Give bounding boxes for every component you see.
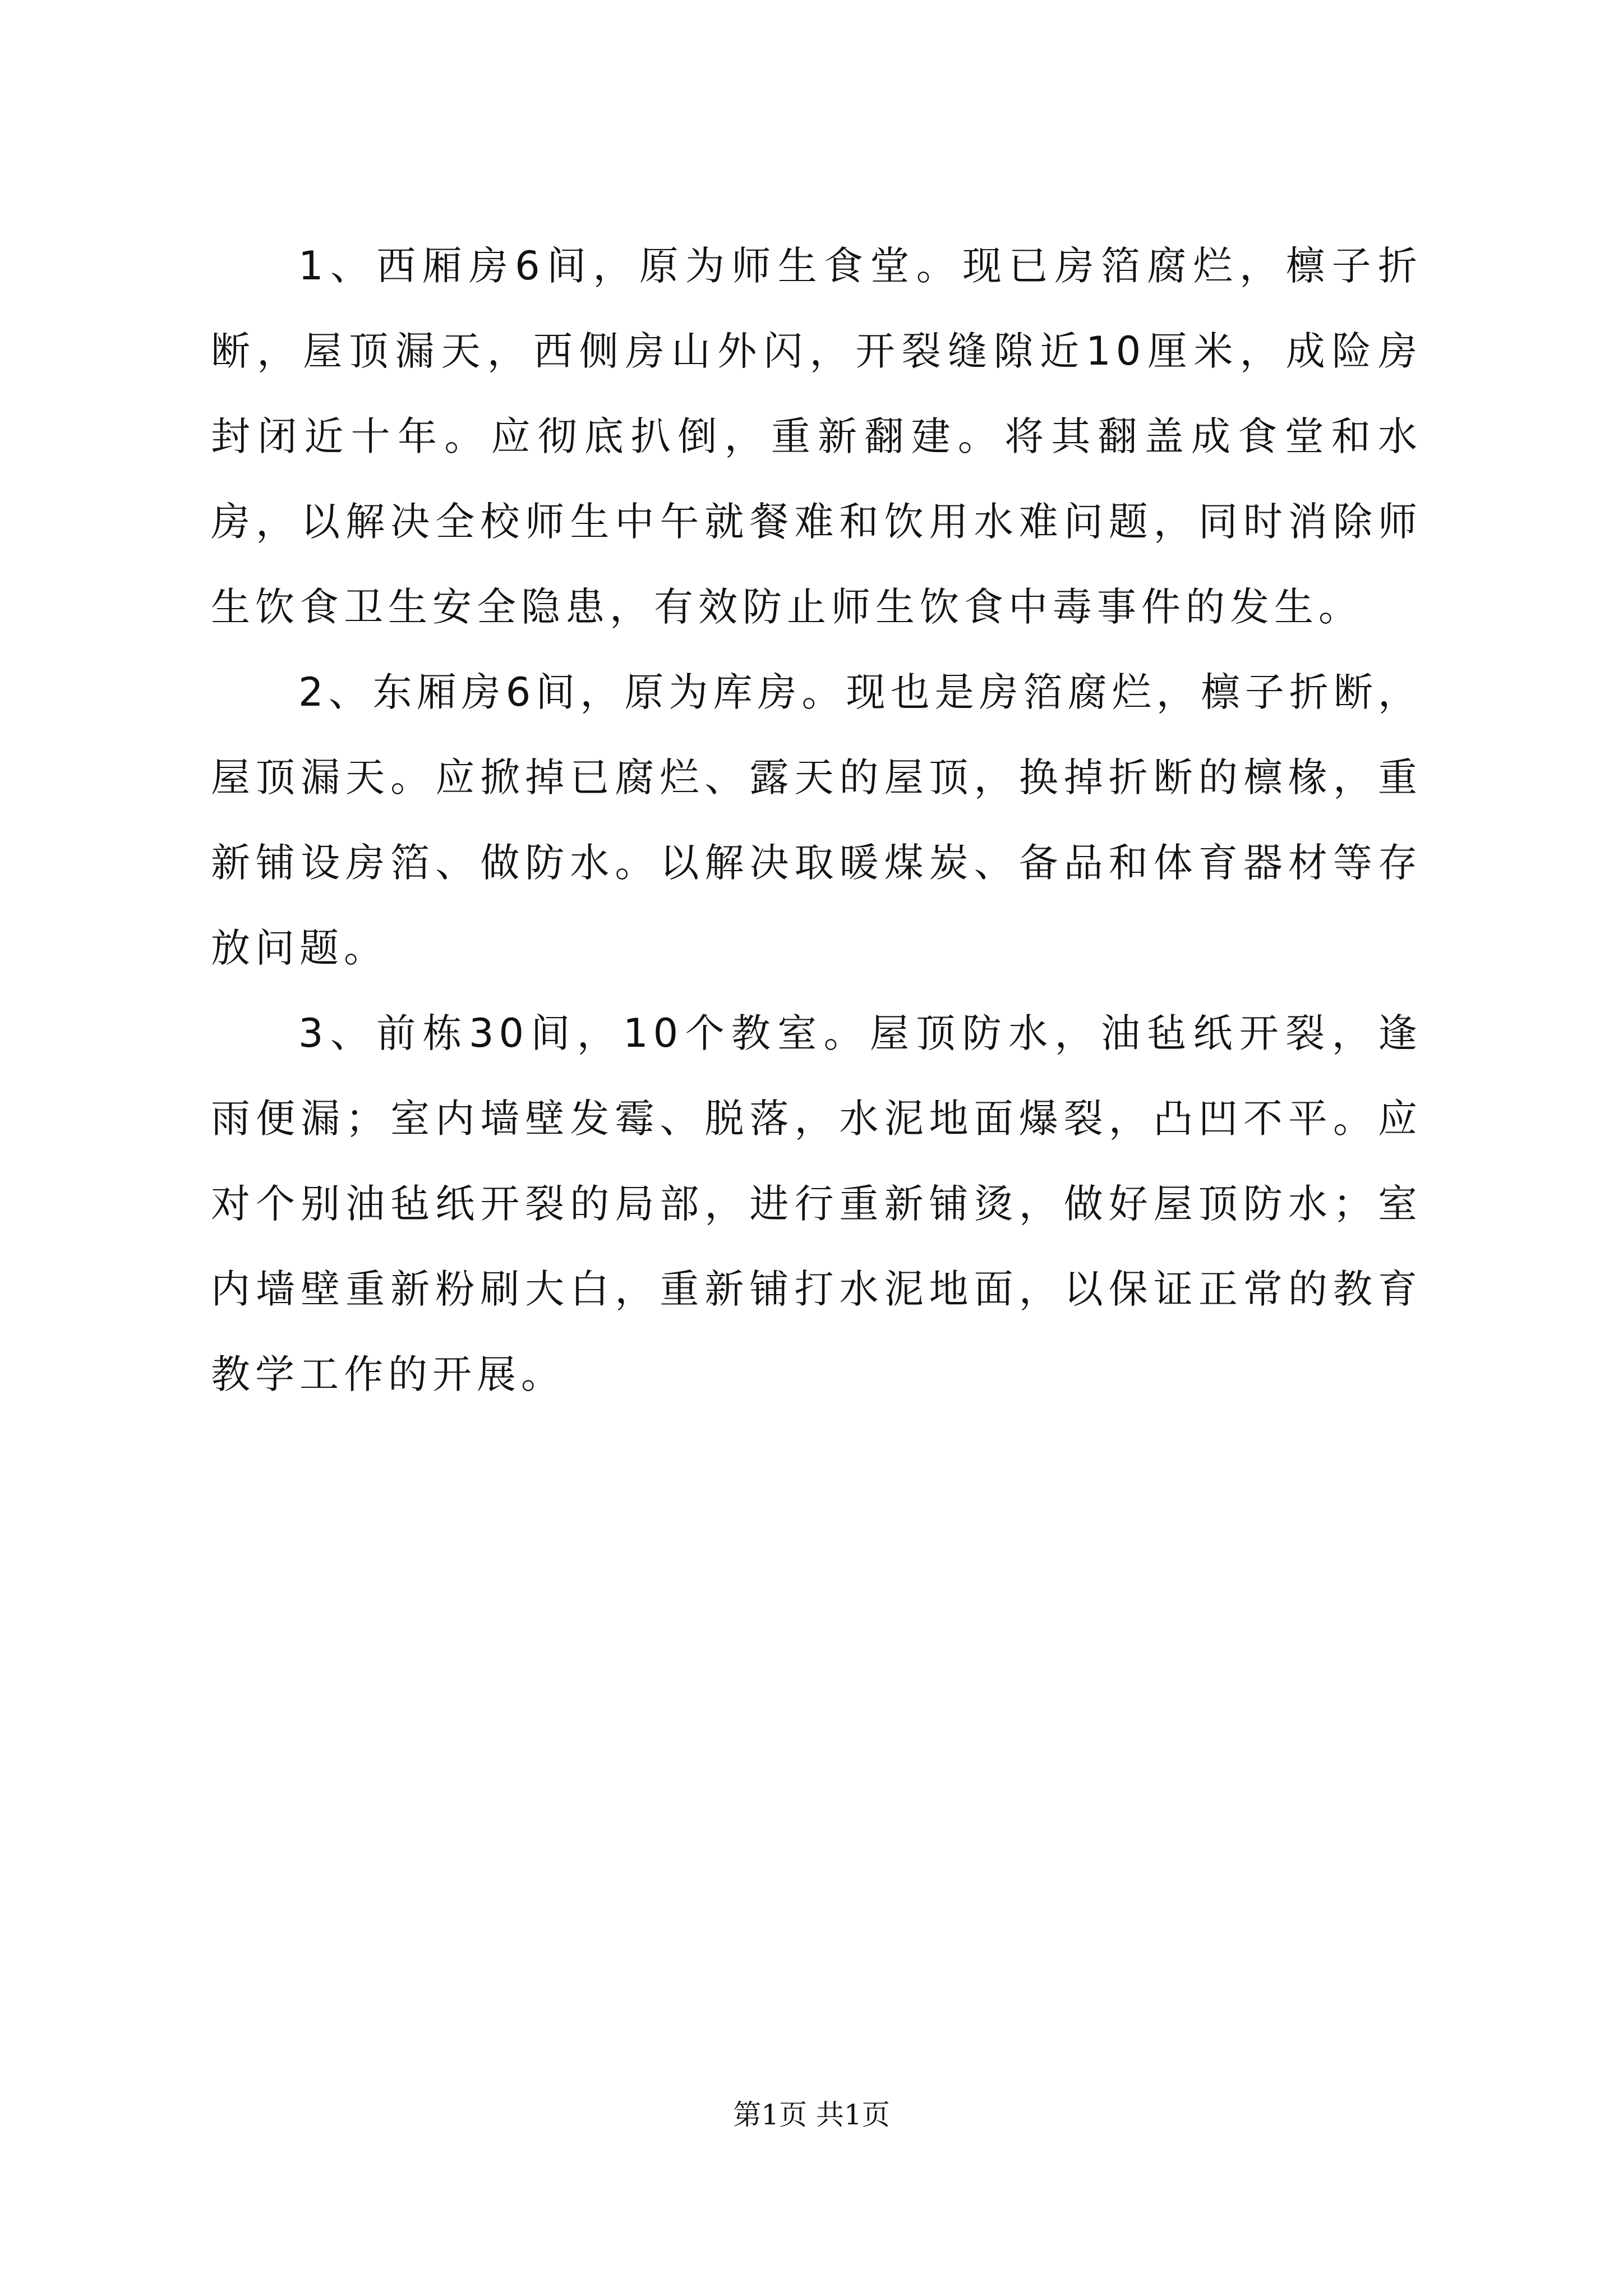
paragraph-west-wing: 1、西厢房6间，原为师生食堂。现已房箔腐烂，檩子折断，屋顶漏天，西侧房山外闪，开裂缝隙近10厘米，成险房封闭近十年。应彻底扒倒，重新翻建。将其翻盖成食堂和水房，以解决全校师生中午就餐难和饮用水难问题，同时消除师生饮食卫生安全隐患，有效防止师生饮食中毒事件的发生。 [211, 243, 1422, 630]
page-footer: 第1页 共1页 [733, 2099, 890, 2131]
paragraph-front-building: 3、前栋30间，10个教室。屋顶防水，油毡纸开裂，逢雨便漏；室内墙壁发霉、脱落，水泥地面爆裂，凸凹不平。应对个别油毡纸开裂的局部，进行重新铺烫，做好屋顶防水；室内墙壁重新粉刷大白，重新铺打水泥地面，以保证正常的教育教学工作的开展。 [211, 1010, 1422, 1397]
paragraph-east-wing: 2、东厢房6间，原为库房。现也是房箔腐烂，檩子折断，屋顶漏天。应掀掉已腐烂、露天的屋顶，换掉折断的檩椽，重新铺设房箔、做防水。以解决取暖煤炭、备品和体育器材等存放问题。 [211, 669, 1422, 971]
document-body [211, 223, 1422, 1417]
